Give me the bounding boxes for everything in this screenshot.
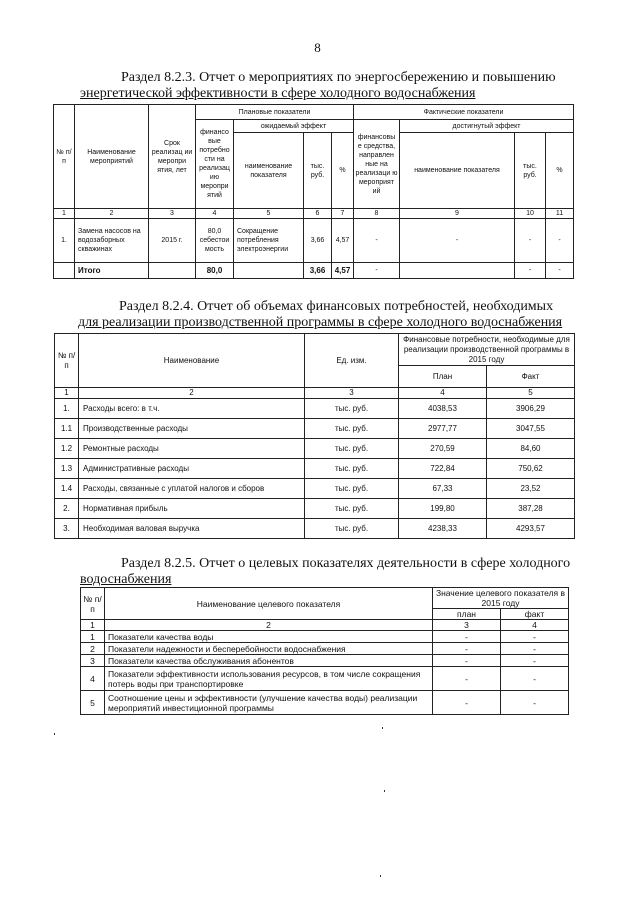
column-number: 2 xyxy=(75,209,149,219)
cell-fact: - xyxy=(501,691,569,715)
table-row xyxy=(55,439,575,459)
cell-unit: тыс. руб. xyxy=(305,419,399,439)
cell-fact: 750,62 xyxy=(487,459,575,479)
cell-fact: - xyxy=(501,667,569,691)
header-num: № п/ п xyxy=(54,105,75,209)
cell-fact: - xyxy=(501,643,569,655)
table-row xyxy=(55,519,575,539)
column-number: 11 xyxy=(546,209,574,219)
section-8-2-5-title-line2: водоснабжения xyxy=(80,572,172,587)
cell-fact: 3906,29 xyxy=(487,399,575,419)
cell-unit: тыс. руб. xyxy=(305,479,399,499)
header-planned: Плановые показатели xyxy=(196,105,354,120)
table-row xyxy=(81,667,569,691)
cell-num: 1. xyxy=(54,219,75,263)
cell-plan: 270,59 xyxy=(399,439,487,459)
cell-name: Показатели эффективности использования ресурсов, в том числе сокращения потерь воды при транспортировке xyxy=(105,667,433,691)
table-row xyxy=(55,479,575,499)
cell-plan: 67,33 xyxy=(399,479,487,499)
cell-plan: 4238,33 xyxy=(399,519,487,539)
cell-fact: 23,52 xyxy=(487,479,575,499)
header-name: Наименование xyxy=(79,334,305,388)
header-term: Срок реализац ии меропри ятия, лет xyxy=(149,105,196,209)
cell-name: Ремонтные расходы xyxy=(79,439,305,459)
total-label: Итого xyxy=(75,263,149,279)
cell-unit: тыс. руб. xyxy=(305,459,399,479)
header-fin-needs: финансо вые потребно сти на реализац ию меропри ятий xyxy=(196,120,234,209)
section-8-2-3-title-line2: энергетической эффективности в сфере холодного водоснабжения xyxy=(80,86,476,101)
section-8-2-4-title-line2: для реализации производственной программы в сфере холодного водоснабжения xyxy=(78,315,563,330)
cell-measure-name: Замена насосов на водозаборных скважинах xyxy=(75,219,149,263)
table-row xyxy=(55,399,575,419)
cell-num: 3 xyxy=(81,655,105,667)
table-row xyxy=(55,419,575,439)
cell-num: 2. xyxy=(55,499,79,519)
scan-speck xyxy=(380,875,381,877)
table-row xyxy=(55,499,575,519)
cell-fact: 4293,57 xyxy=(487,519,575,539)
total-achieved-percent: - xyxy=(546,263,574,279)
table-row xyxy=(55,459,575,479)
header-unit: Ед. изм. xyxy=(305,334,399,388)
cell-num: 4 xyxy=(81,667,105,691)
column-number: 4 xyxy=(399,388,487,399)
cell-unit: тыс. руб. xyxy=(305,499,399,519)
header-num: № п/п xyxy=(55,334,79,388)
cell-indicator-name: Сокращение потребления электроэнергии xyxy=(234,219,304,263)
cell-num: 1 xyxy=(81,631,105,643)
cell-name: Расходы всего: в т.ч. xyxy=(79,399,305,419)
column-number: 7 xyxy=(332,209,354,219)
cell-fin-needs: 80,0 себестои мость xyxy=(196,219,234,263)
header-actual: Фактические показатели xyxy=(354,105,574,120)
cell-num: 5 xyxy=(81,691,105,715)
cell-num: 1.3 xyxy=(55,459,79,479)
cell-name: Соотношение цены и эффективности (улучшение качества воды) реализации мероприятий инвестиционной программы xyxy=(105,691,433,715)
table-row xyxy=(81,691,569,715)
cell-unit: тыс. руб. xyxy=(305,399,399,419)
cell-name: Необходимая валовая выручка xyxy=(79,519,305,539)
column-number: 4 xyxy=(196,209,234,219)
cell-plan: - xyxy=(433,667,501,691)
column-number: 2 xyxy=(79,388,305,399)
cell-achieved-value: - xyxy=(515,219,546,263)
header-fin-spent: финансовы е средства, направлен ные на реализаци ю мероприят ий xyxy=(354,120,400,209)
cell-fact: 3047,55 xyxy=(487,419,575,439)
target-indicators-table xyxy=(80,587,569,715)
column-number: 8 xyxy=(354,209,400,219)
scan-speck xyxy=(382,727,383,729)
header-target-value: Значение целевого показателя в 2015 году xyxy=(433,588,569,609)
column-number: 5 xyxy=(234,209,304,219)
header-num: № п/п xyxy=(81,588,105,620)
cell-term: 2015 г. xyxy=(149,219,196,263)
column-number: 2 xyxy=(105,620,433,631)
cell-plan: 4038,53 xyxy=(399,399,487,419)
scan-speck xyxy=(384,790,385,792)
header-unit-actual: тыс. руб. xyxy=(515,133,546,209)
cell-name: Расходы, связанные с уплатой налогов и сборов xyxy=(79,479,305,499)
cell-num: 1.2 xyxy=(55,439,79,459)
total-value: 3,66 xyxy=(304,263,332,279)
energy-measures-table xyxy=(53,104,574,279)
section-8-2-5-title-line1: Раздел 8.2.5. Отчет о целевых показателях деятельности в сфере холодного xyxy=(121,556,571,571)
column-number: 4 xyxy=(501,620,569,631)
header-achieved-effect: достигнутый эффект xyxy=(400,120,574,133)
column-number: 3 xyxy=(305,388,399,399)
column-number: 1 xyxy=(55,388,79,399)
total-fin-spent: - xyxy=(354,263,400,279)
header-plan: План xyxy=(399,366,487,388)
cell-name: Показатели качества воды xyxy=(105,631,433,643)
table-row xyxy=(54,219,574,263)
cell-num: 3. xyxy=(55,519,79,539)
cell-num: 1.1 xyxy=(55,419,79,439)
column-number: 5 xyxy=(487,388,575,399)
cell-unit: тыс. руб. xyxy=(305,519,399,539)
cell-name: Производственные расходы xyxy=(79,419,305,439)
page-number: 8 xyxy=(314,40,321,55)
table-row xyxy=(81,643,569,655)
table-row xyxy=(81,655,569,667)
cell-plan: - xyxy=(433,655,501,667)
cell-num: 1. xyxy=(55,399,79,419)
cell-name: Административные расходы xyxy=(79,459,305,479)
total-row xyxy=(54,263,574,279)
cell-plan: 2977,77 xyxy=(399,419,487,439)
cell-unit: тыс. руб. xyxy=(305,439,399,459)
cell-achieved-percent: - xyxy=(546,219,574,263)
header-plan: план xyxy=(433,609,501,620)
header-measure-name: Наименование мероприятий xyxy=(75,105,149,209)
column-number: 3 xyxy=(433,620,501,631)
header-indicator-name: Наименование целевого показателя xyxy=(105,588,433,620)
cell-plan: 199,80 xyxy=(399,499,487,519)
cell-name: Нормативная прибыль xyxy=(79,499,305,519)
header-fact: Факт xyxy=(487,366,575,388)
header-indicator-name-actual: наименование показателя xyxy=(400,133,515,209)
cell-plan: - xyxy=(433,691,501,715)
cell-name: Показатели качества обслуживания абонентов xyxy=(105,655,433,667)
cell-fin-spent: - xyxy=(354,219,400,263)
header-percent: % xyxy=(332,133,354,209)
header-financial-needs: Финансовые потребности, необходимые для реализации производственной программы в 2015 году xyxy=(399,334,575,366)
cell-name: Показатели надежности и бесперебойности водоснабжения xyxy=(105,643,433,655)
cell-percent: 4,57 xyxy=(332,219,354,263)
cell-fact: - xyxy=(501,631,569,643)
cell-plan: - xyxy=(433,643,501,655)
header-expected-effect: ожидаемый эффект xyxy=(234,120,354,133)
cell-fact: 387,28 xyxy=(487,499,575,519)
header-unit: тыс. руб. xyxy=(304,133,332,209)
cell-fact: - xyxy=(501,655,569,667)
cell-fact: 84,60 xyxy=(487,439,575,459)
column-number: 6 xyxy=(304,209,332,219)
total-fin-needs: 80,0 xyxy=(196,263,234,279)
header-fact: факт xyxy=(501,609,569,620)
column-number: 3 xyxy=(149,209,196,219)
column-number: 1 xyxy=(81,620,105,631)
section-8-2-3-title-line1: Раздел 8.2.3. Отчет о мероприятиях по энергосбережению и повышению xyxy=(121,70,556,85)
cell-num: 2 xyxy=(81,643,105,655)
column-number: 1 xyxy=(54,209,75,219)
cell-achieved-indicator: - xyxy=(400,219,515,263)
header-percent-actual: % xyxy=(546,133,574,209)
table-row xyxy=(81,631,569,643)
cell-plan: 722,84 xyxy=(399,459,487,479)
total-achieved-value: - xyxy=(515,263,546,279)
column-number: 9 xyxy=(400,209,515,219)
cell-value: 3,66 xyxy=(304,219,332,263)
cell-num: 1.4 xyxy=(55,479,79,499)
column-number: 10 xyxy=(515,209,546,219)
header-indicator-name: наименование показателя xyxy=(234,133,304,209)
scan-speck xyxy=(54,733,55,735)
financial-needs-table xyxy=(54,333,575,539)
section-8-2-4-title-line1: Раздел 8.2.4. Отчет об объемах финансовых потребностей, необходимых xyxy=(119,299,554,314)
total-percent: 4,57 xyxy=(332,263,354,279)
cell-plan: - xyxy=(433,631,501,643)
